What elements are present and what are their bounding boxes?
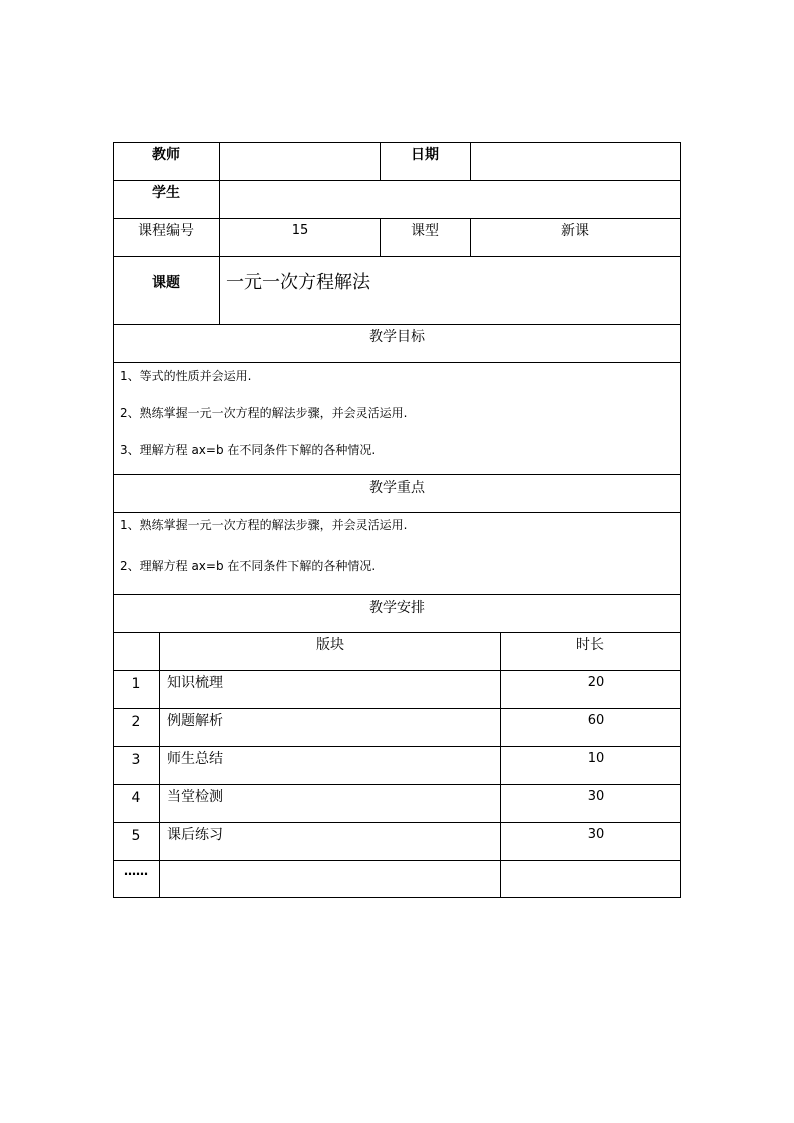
rule xyxy=(680,142,681,898)
duration-value: 10 xyxy=(587,751,605,766)
duration-value: 30 xyxy=(587,827,605,842)
row-number: 3 xyxy=(131,752,141,768)
module-name: 师生总结 xyxy=(167,751,223,767)
duration-value: 20 xyxy=(587,675,605,690)
schedule-heading: 教学安排 xyxy=(369,600,425,616)
module-name: 当堂检测 xyxy=(167,789,223,805)
rule xyxy=(113,256,681,257)
row-number: 5 xyxy=(131,828,141,844)
lesson-plan-table xyxy=(113,142,681,898)
topic-value: 一元一次方程解法 xyxy=(226,272,370,293)
rule xyxy=(113,218,681,219)
objective-item: 3、理解方程 ax=b 在不同条件下解的各种情况. xyxy=(120,443,376,457)
row-number: …… xyxy=(124,864,148,878)
rule xyxy=(113,324,681,325)
rule xyxy=(113,897,681,898)
objectives-heading: 教学目标 xyxy=(369,329,425,345)
rule xyxy=(159,632,160,898)
teacher-label: 教师 xyxy=(152,147,180,163)
rule xyxy=(500,632,501,898)
rule xyxy=(113,860,681,861)
duration-value: 30 xyxy=(587,789,605,804)
module-name: 例题解析 xyxy=(167,713,223,729)
module-name: 知识梳理 xyxy=(167,675,223,691)
student-label: 学生 xyxy=(152,185,180,201)
rule xyxy=(113,746,681,747)
row-number: 4 xyxy=(131,790,141,806)
module-column-header: 版块 xyxy=(316,637,344,653)
rule xyxy=(380,142,381,180)
course-type-label: 课型 xyxy=(411,223,439,239)
objective-item: 2、熟练掌握一元一次方程的解法步骤，并会灵活运用. xyxy=(120,406,408,420)
duration-column-header: 时长 xyxy=(576,637,604,653)
duration-value: 60 xyxy=(587,713,605,728)
row-number: 2 xyxy=(131,714,141,730)
rule xyxy=(113,180,681,181)
module-name: 课后练习 xyxy=(167,827,223,843)
course-number-label: 课程编号 xyxy=(138,223,194,239)
rule xyxy=(113,474,681,475)
rule xyxy=(113,784,681,785)
rule xyxy=(113,142,681,143)
keypoint-item: 2、理解方程 ax=b 在不同条件下解的各种情况. xyxy=(120,559,376,573)
rule xyxy=(113,822,681,823)
objective-item: 1、等式的性质并会运用. xyxy=(120,369,252,383)
rule xyxy=(113,142,114,898)
row-number: 1 xyxy=(131,676,141,692)
rule xyxy=(113,670,681,671)
rule xyxy=(470,142,471,180)
rule xyxy=(113,708,681,709)
course-type-value: 新课 xyxy=(561,223,589,239)
course-number-value: 15 xyxy=(291,223,309,238)
topic-label: 课题 xyxy=(152,275,180,291)
rule xyxy=(113,594,681,595)
rule xyxy=(113,362,681,363)
keypoint-item: 1、熟练掌握一元一次方程的解法步骤，并会灵活运用. xyxy=(120,518,408,532)
date-label: 日期 xyxy=(411,147,439,163)
rule xyxy=(113,632,681,633)
rule xyxy=(470,218,471,256)
rule xyxy=(380,218,381,256)
keypoints-heading: 教学重点 xyxy=(369,480,425,496)
rule xyxy=(219,142,220,324)
rule xyxy=(113,512,681,513)
